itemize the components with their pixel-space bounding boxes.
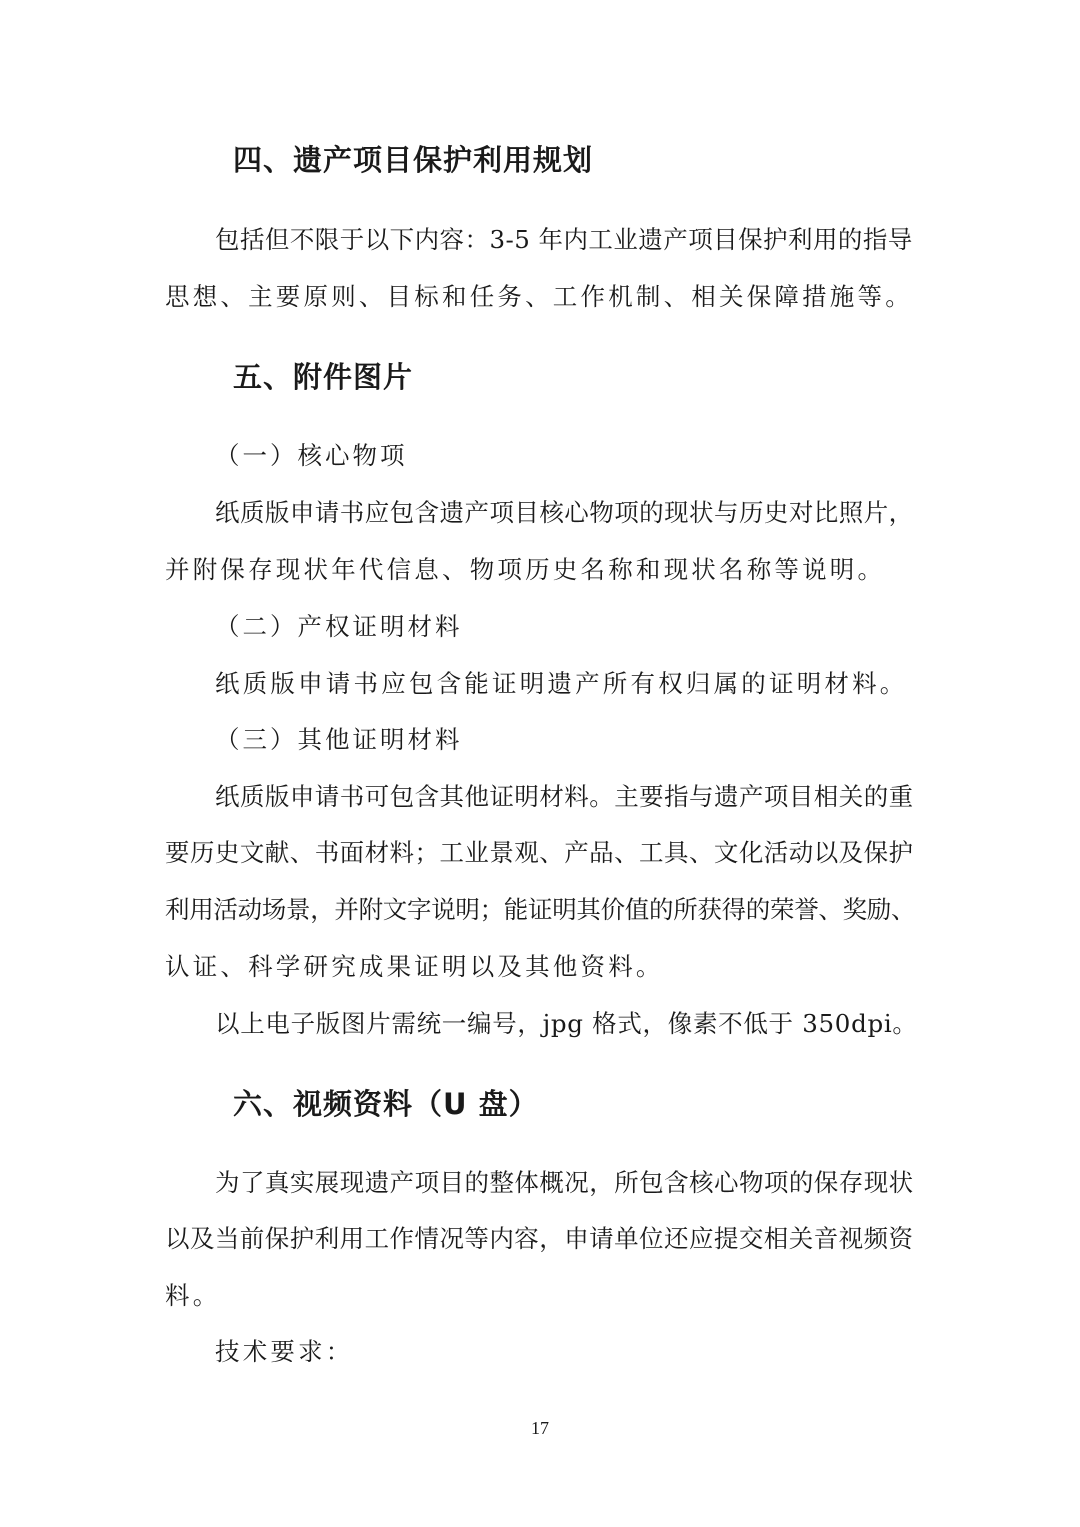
paragraph-line: 以及当前保护利用工作情况等内容，申请单位还应提交相关音视频资 <box>165 1224 914 1253</box>
subsection-title-2: （二）产权证明材料 <box>215 612 463 641</box>
paragraph-line: 利用活动场景，并附文字说明；能证明其价值的所获得的荣誉、奖励、 <box>165 895 916 924</box>
paragraph-line: 认证、科学研究成果证明以及其他资料。 <box>165 952 664 981</box>
section-heading-5: 五、附件图片 <box>233 360 414 394</box>
paragraph-line: 纸质版申请书应包含遗产项目核心物项的现状与历史对比照片， <box>215 498 914 527</box>
page-number: 17 <box>531 1418 549 1438</box>
paragraph-line: 思想、主要原则、目标和任务、工作机制、相关保障措施等。 <box>165 282 913 311</box>
tech-requirements-label: 技术要求： <box>215 1337 354 1366</box>
subsection-title-1: （一）核心物项 <box>215 441 408 470</box>
section-heading-4: 四、遗产项目保护利用规划 <box>233 143 594 177</box>
paragraph-line: 要历史文献、书面材料；工业景观、产品、工具、文化活动以及保护 <box>165 838 914 867</box>
subsection-title-3: （三）其他证明材料 <box>215 725 463 754</box>
paragraph-line: 包括但不限于以下内容：3-5 年内工业遗产项目保护利用的指导 <box>215 225 913 254</box>
paragraph-line: 纸质版申请书可包含其他证明材料。主要指与遗产项目相关的重 <box>215 782 914 811</box>
paragraph-line: 为了真实展现遗产项目的整体概况，所包含核心物项的保存现状 <box>215 1168 914 1197</box>
paragraph-line: 纸质版申请书应包含能证明遗产所有权归属的证明材料。 <box>215 669 908 698</box>
section-heading-6: 六、视频资料（U 盘） <box>233 1087 539 1121</box>
paragraph-line: 料。 <box>165 1281 221 1310</box>
image-format-note: 以上电子版图片需统一编号，jpg 格式，像素不低于 350dpi。 <box>215 1009 918 1038</box>
paragraph-line: 并附保存现状年代信息、物项历史名称和现状名称等说明。 <box>165 555 886 584</box>
